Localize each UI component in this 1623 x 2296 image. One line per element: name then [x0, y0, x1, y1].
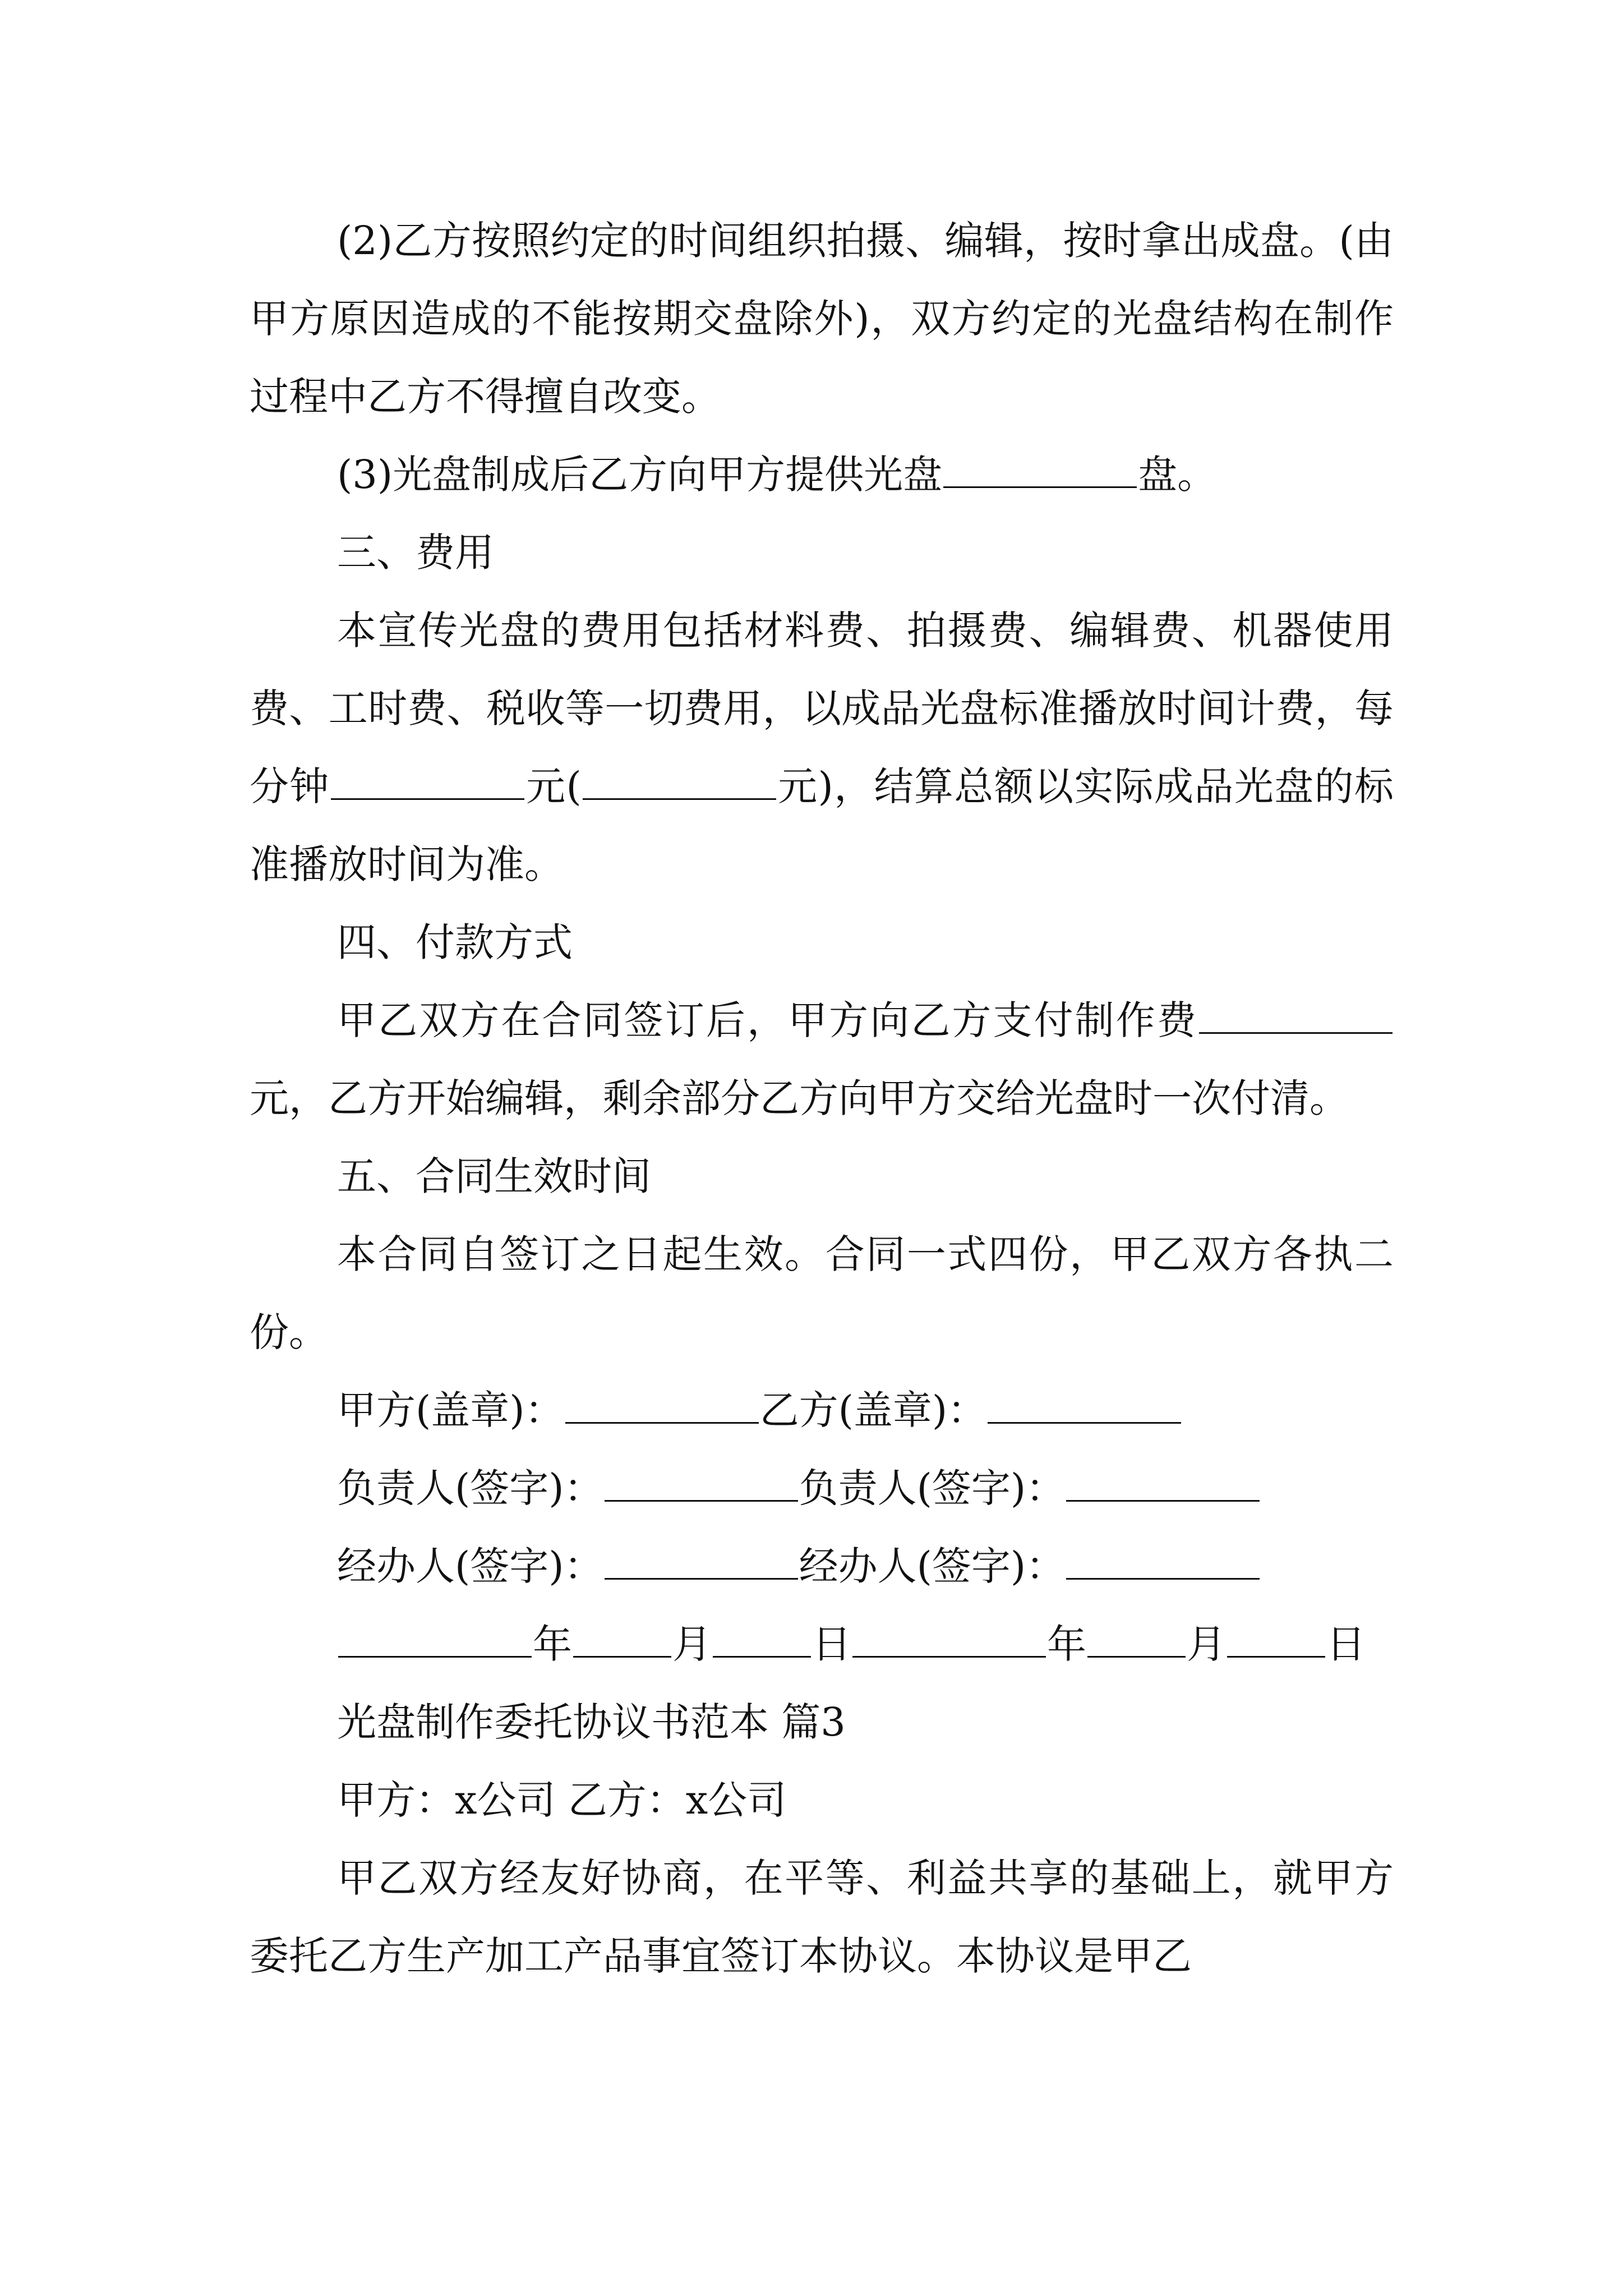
date-b-day-blank [1227, 1619, 1325, 1658]
handler-b-label: 经办人(签字)： [799, 1543, 1066, 1589]
section-4-text-before: 甲乙双方在合同签订后，甲方向乙方支付制作费 [337, 997, 1198, 1043]
date-b-month-label: 月 [1187, 1621, 1226, 1667]
clause-3-text-after: 盘。 [1138, 452, 1217, 498]
date-a-month-blank [573, 1619, 671, 1658]
signature-row-handler [250, 1527, 1394, 1605]
clause-3-paragraph [250, 436, 1394, 514]
section-3-text-before: 本宣传光盘的费用包括材料费、拍摄费、编辑费、机器使用费、工时费、税收等一切费用，以成品光盘标准播放时间计费，每分钟 [250, 608, 1394, 809]
disc-count-blank [943, 449, 1137, 489]
production-fee-blank [1199, 995, 1393, 1034]
section-3-heading: 三、费用 [337, 530, 494, 576]
clause-3-text-before: (3)光盘制成后乙方向甲方提供光盘 [337, 452, 943, 498]
section-3-text-mid: 元( [525, 763, 582, 809]
clause-2-paragraph [250, 202, 1394, 436]
section-5-body: 本合同自签订之日起生效。合同一式四份，甲乙双方各执二份。 [250, 1231, 1394, 1355]
person-in-charge-b-label: 负责人(签字)： [799, 1465, 1066, 1511]
signature-row-date [250, 1605, 1394, 1683]
price-uppercase-blank [583, 761, 776, 800]
party-b-seal-label: 乙方(盖章)： [759, 1387, 987, 1433]
party-a-seal-blank [565, 1385, 759, 1424]
section-5-heading: 五、合同生效时间 [337, 1153, 651, 1199]
party-b-seal-blank [988, 1385, 1181, 1424]
date-a-year-label: 年 [533, 1621, 572, 1667]
next-article-title: 光盘制作委托协议书范本 篇3 [337, 1699, 846, 1745]
next-article-parties: 甲方：x公司 乙方：x公司 [337, 1777, 787, 1823]
section-4-text-after: 元，乙方开始编辑，剩余部分乙方向甲方交给光盘时一次付清。 [250, 1075, 1349, 1121]
section-4-body [250, 982, 1394, 1138]
section-3-body [250, 592, 1394, 904]
date-a-day-blank [713, 1619, 811, 1658]
handler-a-blank [605, 1541, 798, 1580]
date-a-year-blank [338, 1619, 532, 1658]
date-a-month-label: 月 [672, 1621, 712, 1667]
signature-row-person-in-charge [250, 1450, 1394, 1527]
document-body [250, 202, 1394, 1995]
date-b-year-blank [852, 1619, 1046, 1658]
date-b-year-label: 年 [1047, 1621, 1086, 1667]
date-b-day-label: 日 [1326, 1621, 1366, 1667]
price-per-minute-blank [331, 761, 524, 800]
person-in-charge-a-blank [605, 1463, 798, 1502]
section-3-text-after: 元)，结算总额以实际成品光盘的标准播放时间为准。 [250, 763, 1394, 887]
handler-b-blank [1066, 1541, 1260, 1580]
next-article-intro: 甲乙双方经友好协商，在平等、利益共享的基础上，就甲方委托乙方生产加工产品事宜签订本协议。本协议是甲乙 [250, 1855, 1394, 1979]
date-b-month-blank [1087, 1619, 1186, 1658]
handler-a-label: 经办人(签字)： [337, 1543, 603, 1589]
date-a-day-label: 日 [812, 1621, 851, 1667]
party-a-seal-label: 甲方(盖章)： [337, 1387, 564, 1433]
person-in-charge-b-blank [1066, 1463, 1260, 1502]
signature-row-seal [250, 1372, 1394, 1450]
clause-2-text: (2)乙方按照约定的时间组织拍摄、编辑，按时拿出成盘。(由甲方原因造成的不能按期交盘除外)，双方约定的光盘结构在制作过程中乙方不得擅自改变。 [250, 218, 1394, 420]
section-4-heading: 四、付款方式 [337, 919, 573, 965]
person-in-charge-a-label: 负责人(签字)： [337, 1465, 603, 1511]
